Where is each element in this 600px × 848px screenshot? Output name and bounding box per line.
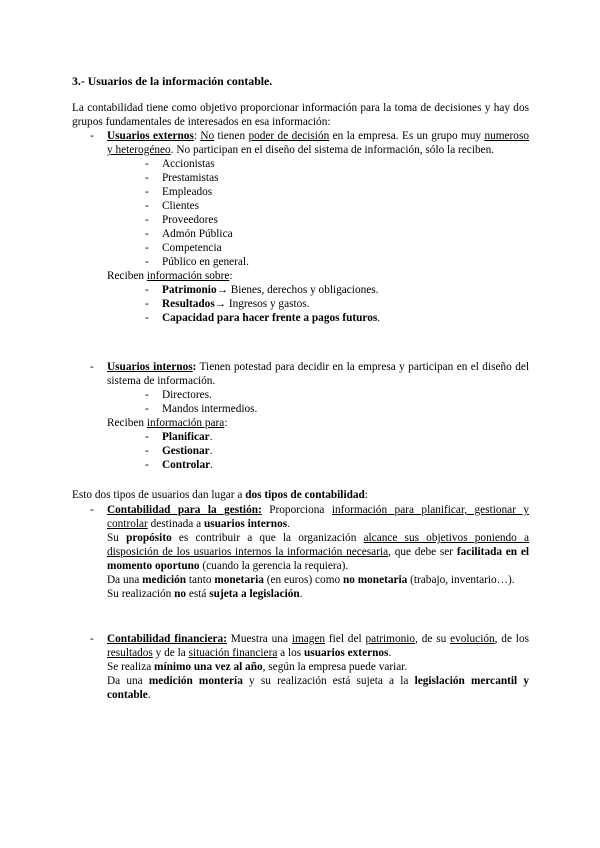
tipos-paragraph: Esto dos tipos de usuarios dan lugar a dos tipos de contabilidad:	[72, 489, 368, 501]
externos-users-list	[145, 157, 529, 269]
gestion-definition: - Contabilidad para la gestión: Proporciona información para planificar, gestionar y controlar destinada a usuarios internos.	[107, 504, 530, 530]
list-item: - Capacidad para hacer frente a pagos futuros.	[145, 311, 529, 325]
externos-reciben: Reciben información sobre:	[107, 270, 233, 282]
financiera-label: Contabilidad financiera:	[107, 633, 227, 645]
section-title: 3.- Usuarios de la información contable.	[72, 74, 273, 88]
externos-item	[90, 129, 529, 325]
internos-label: Usuarios internos	[107, 361, 193, 373]
internos-text: Usuarios internos: Tienen potestad para decidir en la empresa y participan en el diseño del sistema de información.	[107, 361, 529, 387]
internos-item	[90, 360, 529, 472]
internos-users-list	[145, 388, 529, 416]
gestion-label: Contabilidad para la gestión:	[107, 504, 262, 516]
list-item: - Proveedores	[145, 213, 529, 227]
list-item: - Patrimonio→ Bienes, derechos y obligaciones.	[145, 283, 529, 297]
list-item: - Planificar.	[145, 430, 529, 444]
list-item: - Empleados	[145, 185, 529, 199]
financiera-definition: - Contabilidad financiera: Muestra una imagen fiel del patrimonio, de su evolución, de los resultados y de la situación financiera a los usuarios externos.	[107, 633, 529, 659]
gestion-item	[90, 503, 529, 601]
list-item: - Prestamistas	[145, 171, 529, 185]
list-item: - Accionistas	[145, 157, 529, 171]
gestion-list	[90, 503, 529, 601]
list-item: - Clientes	[145, 199, 529, 213]
internos-info-list	[145, 430, 529, 472]
externos-list	[90, 129, 529, 325]
list-item: - Directores.	[145, 388, 529, 402]
internos-list	[90, 360, 529, 472]
list-item: - Competencia	[145, 241, 529, 255]
financiera-list	[90, 632, 529, 702]
list-item: - Público en general.	[145, 255, 529, 269]
externos-label: Usuarios externos	[107, 130, 194, 142]
list-item: - Controlar.	[145, 458, 529, 472]
gestion-medicion: Da una medición tanto monetaria (en euros) como no monetaria (trabajo, inventario…).	[107, 574, 515, 586]
intro-paragraph: La contabilidad tiene como objetivo proporcionar información para la toma de decisiones y hay dos grupos fundamentales de interesados en esa información:	[72, 102, 529, 128]
financiera-frecuencia: Se realiza mínimo una vez al año, según la empresa puede variar.	[107, 661, 408, 673]
financiera-item	[90, 632, 529, 702]
externos-text: Usuarios externos: No tienen poder de decisión en la empresa. Es un grupo muy numeroso y heterogéneo. No participan en el diseño del sistema de información, sólo la reciben.	[107, 130, 529, 156]
list-item: - Gestionar.	[145, 444, 529, 458]
gestion-realizacion: Su realización no está sujeta a legislación.	[107, 588, 303, 600]
list-item: - Resultados→ Ingresos y gastos.	[145, 297, 529, 311]
gestion-proposito: Su propósito es contribuir a que la organización alcance sus objetivos poniendo a disposición de los usuarios internos la información necesaria, que debe ser facilitada en el momento oportuno (cuando la gerencia la requiera).	[107, 532, 530, 572]
internos-reciben: Reciben información para:	[107, 417, 228, 429]
list-item: - Mandos intermedios.	[145, 402, 529, 416]
financiera-medicion: Da una medición montería y su realización está sujeta a la legislación mercantil y contable.	[107, 675, 529, 701]
list-item: - Admón Pública	[145, 227, 529, 241]
externos-info-list	[145, 283, 529, 325]
